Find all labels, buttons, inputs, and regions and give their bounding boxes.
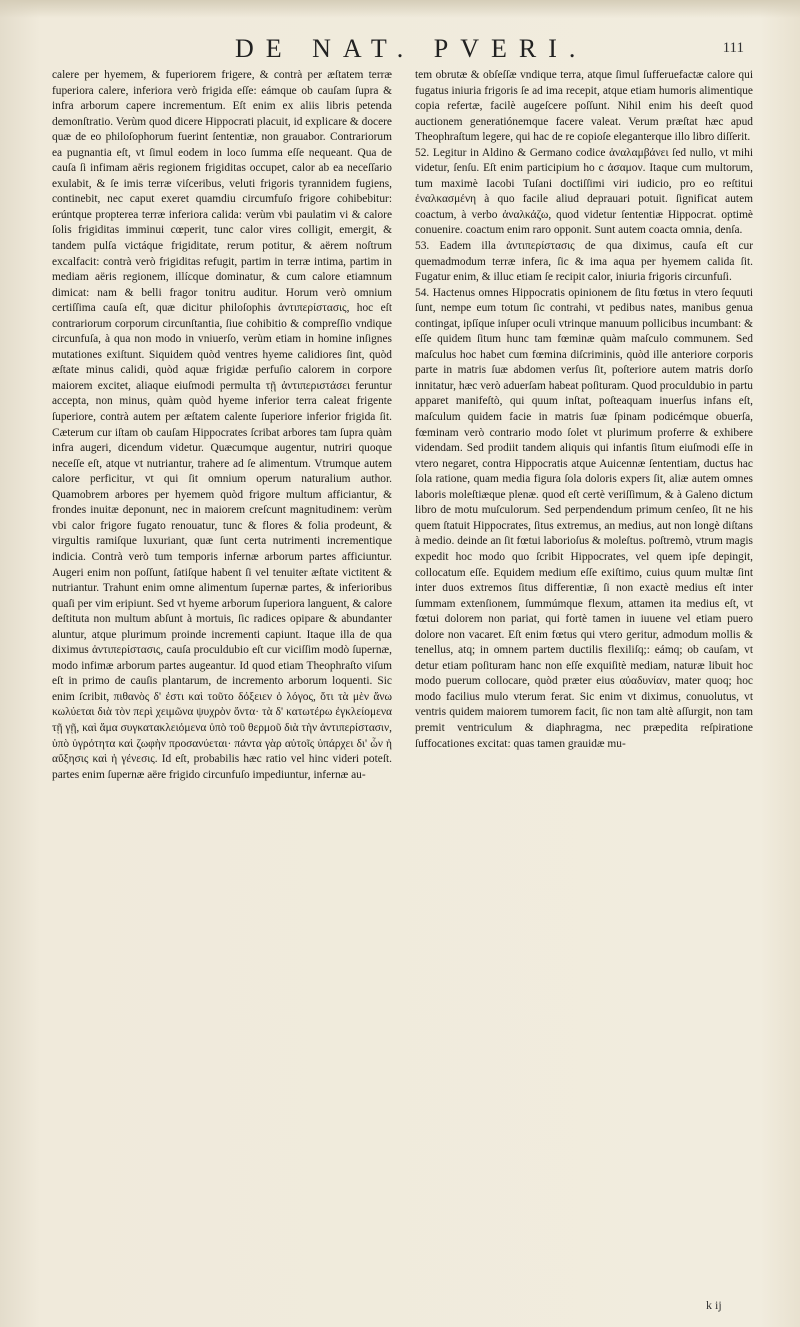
page-footer: [0, 1298, 800, 1318]
page-number: 111: [722, 40, 744, 56]
right-column: [415, 68, 753, 752]
right-paragraph: tem obrutæ & obſeſſæ vndique terra, atque ſimul ſufferuefactæ calore qui fugatus iniuria frigoris ſe ad ima recepit, atque etiam humoris alimentique copia refertæ, facilè augeſcere poſſunt. Nihil enim his deeſt quod auctionem generatiónemque facere valeat. Verum præſtat hæc apud Theophraſtum legere, qui hac de re copioſe eleganterque illo libro diſſerit.: [415, 69, 753, 144]
page-edge: [0, 0, 800, 18]
note-52: 52. Legitur in Aldino & Germano codice ἀναλαμβάνει ſed nullo, vt mihi videtur, ſenſu. Eſt enim participium ho c ἀσαμον. Itaque cum multorum, tum maximè Iacobi Tuſani doctiſſimi viri iudicio, pro eo reſtitui ἐναλκασμένη à quo facile aliud deprauari potuit. ſignificat autem coactum, à verbo ἀναλκάζω, quod videtur ſententiæ Hippocrat. optimè conuenire. coactum enim raro opponit. Sunt autem coacta omnia, denſa.: [415, 146, 753, 237]
running-title: DE NAT. PVERI.: [235, 34, 588, 63]
signature-mark: k ij: [706, 1298, 722, 1312]
left-column: [52, 68, 392, 783]
left-paragraph: calere per hyemem, & fuperiorem frigere, & contrà per æſtatem terræ fuperiora calere, inferiora verò frigida eſſe: eámque ob cauſam ſupra & infra arborum capere incrementum. Eſt enim ex aliis libris petenda demonſtratio. Verùm quod dicere Hippocrati placuit, id explicare & docere quæ de eo philoſophorum fuerint ſententiæ, non grauabor. Contrariorum ea pugnantia eſt, vt ſimul eodem in loco ſumma eſſe nequeant. Qua de cauſa ſi infimam aëris regionem frigiditas occupet, calor ab ea neceſſario exulabit, & ſe imis terræ viſceribus, veluti frigoris tyrannidem fugiens, continebit, nec caput exeret quamdiu circumfuſo frigore cohibebitur: erúntque propterea terræ inferiora calida: verùm vbi paulatim vi & calore ſolis frigiditas imminui cœperit, tunc calor vires colligit, emergit, & tandem pulſa victáque frigiditate, rerum potitur, & aërem noſtrum excalfacit: contrà verò frigiditas refugit, partim in terræ intima, partim in mediam aëris regionem, illícque dominatur, & cum calore etiamnum dimicat: nam & belli fragor tonitru auditur. Horum verò omnium certiſſima cauſa eſt, quæ dicitur philoſophis ἀντιπερίστασις, hoc eſt contrariorum corporum circunſtantia, ſiue cohibitio & compreſſio vndique circunfuſa, à qua non modo in vniuerſo, verùm etiam in homine inſignes mutationes exiſtunt. Siquidem quòd ventres hyeme calidiores ſint, quòd æſtate minus calidi, quòd aquæ frigidæ perfuſio calorem in corpore maiorem excitet, aliaque eiuſmodi permulta τῇ ἀντιπεριστάσει feruntur accepta, non minus, quàm quòd hyeme inferior terra caleat frigente ſuperiore, contrà autem per æſtatem calente ſuperiore inferior frigida ſit. Cæterum cur iſtam ob cauſam Hippocrates ſcribat arbores tam ſupra quàm infra augeri, dicendum videtur. Quæcumque augentur, nutriri quoque neceſſe eſt, atque vt nutriantur, trahere ad ſe alimentum. Vtrumque autem calore perficitur, vt qui ſit omnium operum naturalium author. Quamobrem arbores per hyemem quòd frigore multum afficiantur, & frondes inuitæ deponunt, nec in maiorem creſcunt magnitudinem: verùm vbi calor frigore fugato renouatur, tunc & flores & folia prodeunt, & virgultis ramiſque luxuriant, quæ ſunt certa nutrimenti incrementique indicia. Contrà verò tum temporis infernæ arborum partes afficiuntur. Augeri enim non poſſunt, ſatiſque habent ſi vel tenuiter æſtate victitent & nutriantur. Trahunt enim omne alimentum ſupernæ partes, & inferioribus quaſi per vim eripiunt. Sed vt hyeme arborum ſuperiora languent, & calore deſtituta non multum abſunt à mortuis, ſic radices opipare & abundanter aluntur, atque plurimum proinde incrementi capiunt. Itaque illa de qua diximus ἀντιπερίστασις, cauſa proculdubio eſt cur viciſſim modò ſupernæ, modo infimæ arborum partes augeantur. Id quod etiam Theophraſto viſum eſt in primo de cauſis plantarum, de incremento arborum loquenti. Sic enim ſcribit, πιθανὸς δ' ἐστι καὶ τοῦτο δόξειεν ὁ λόγος, ὅτι τὰ μὲν ἄνω κωλύεται διὰ τὸν περὶ χειμῶνα ψυχρὸν ὄντα· τὰ δ' κατωτέρω ἐγκλείομενα τῇ γῇ, καὶ ἅμα συγκατακλειόμενα ὑπὸ τοῦ θερμοῦ διὰ τὴν ἀντιπερίστασιν, ὑπὸ ὑγρότητα καὶ ζωφὴν προσανύεται· πάντα γὰρ αὐτοῖς ὑπάρχει δι' ὧν ἡ αὔξησις καὶ ἡ γένεσις. Id eſt, probabilis hæc ratio vel hinc videri poteſt. partes enim ſupernæ aëre frigido circunfuſo impediuntur, infernæ au-: [52, 69, 392, 781]
note-53: 53. Eadem illa ἀντιπερίστασις de qua diximus, cauſa eſt cur quemadmodum terræ infera, ſic & ima aqua per hyemem calida ſit. Fugatur enim, & illuc etiam ſe recipit calor, iniuria frigoris circunfuſi.: [415, 240, 753, 284]
page-header: [0, 30, 800, 64]
note-54: 54. Hactenus omnes Hippocratis opinionem de ſitu fœtus in vtero ſequuti ſunt, nempe eum totum ſic contrahi, vt pedibus nates, manibus genua contingat, ipſíque inſuper oculi vtrinque manuum pollicibus incumbant: & eſſe quidem ſitum hunc tam fœminæ quàm maſculo communem. Sed maſculus hoc habet cum fœmina diſcriminis, quòd ille anteriore corporis parte in matris ſuæ abdomen verſus ſit, poſteriore autem matris dorſo innitatur, hæc verò aduerſam habeat poſituram. Quod proculdubio in partu apparet manifeſtò, qui quum inſtat, poſteaquam inuerſus infans eſt, maſculum quidem facie in matris ſuæ ſpinam podicémque obuerſa, fœminam verò contrario modo ſolet vt plurimum proferre & exhibere videndam. Sed prodiit tandem aliquis qui infantis ſitum eiuſmodi eſſe in vtero negaret, contra Hippocratis atque Auicennæ ſententiam, ductus hac ſola ratione, quam media figura ſola doloris expers ſit, aliæ autem omnes laboris moleſtiæque plenæ. quod eſt certè veriſſimum, & à Galeno dictum libro de motu muſculorum. Sed perpendendum primum cenſeo, ſit ne his quem ſtatuit Hippocrates, ſitus extremus, an medius, aut non longè diſtans à medio. deinde an ſit fœtui laborioſus & moleſtus. poſtremò, vtrum magis expedit hoc modo quo ſcribit Hippocrates, vel quem ipſe depingit, collocatum eſſe. Equidem medium eſſe exiſtimo, cuius quum multæ ſint inter duos extremos ſitus differentiæ, ſi non exactè medius eſt inter ſummam extenſionem, ſummúmque flexum, attamen ita medius eſt, vt fœtui dolorem non pariat, qui fortè tamen in iuuene vel etiam puero dolore non vacaret. Eſt enim fœtus qui vtero geritur, admodum mollis & tenellus, atq; in omnem partem ductilis flexiliſq;: eámq; ob cauſam, vt detur etiam poſituram hanc non eſſe exquiſitè mediam, naturæ libuit hoc modo puerum collocare, quòd præter eius αὐαδυνίαν, mater quoq; hoc modo facilius mulo vterum ferat. Sic enim vt diximus, conuolutus, vt ventris quidem maiorem tumorem facit, ſic non tam altè aſſurgit, non tam premit ventriculum & diaphragma, nec præpedita reſpiratione ſuffocationes excitat: quas tamen grauidæ mu-: [415, 286, 753, 750]
